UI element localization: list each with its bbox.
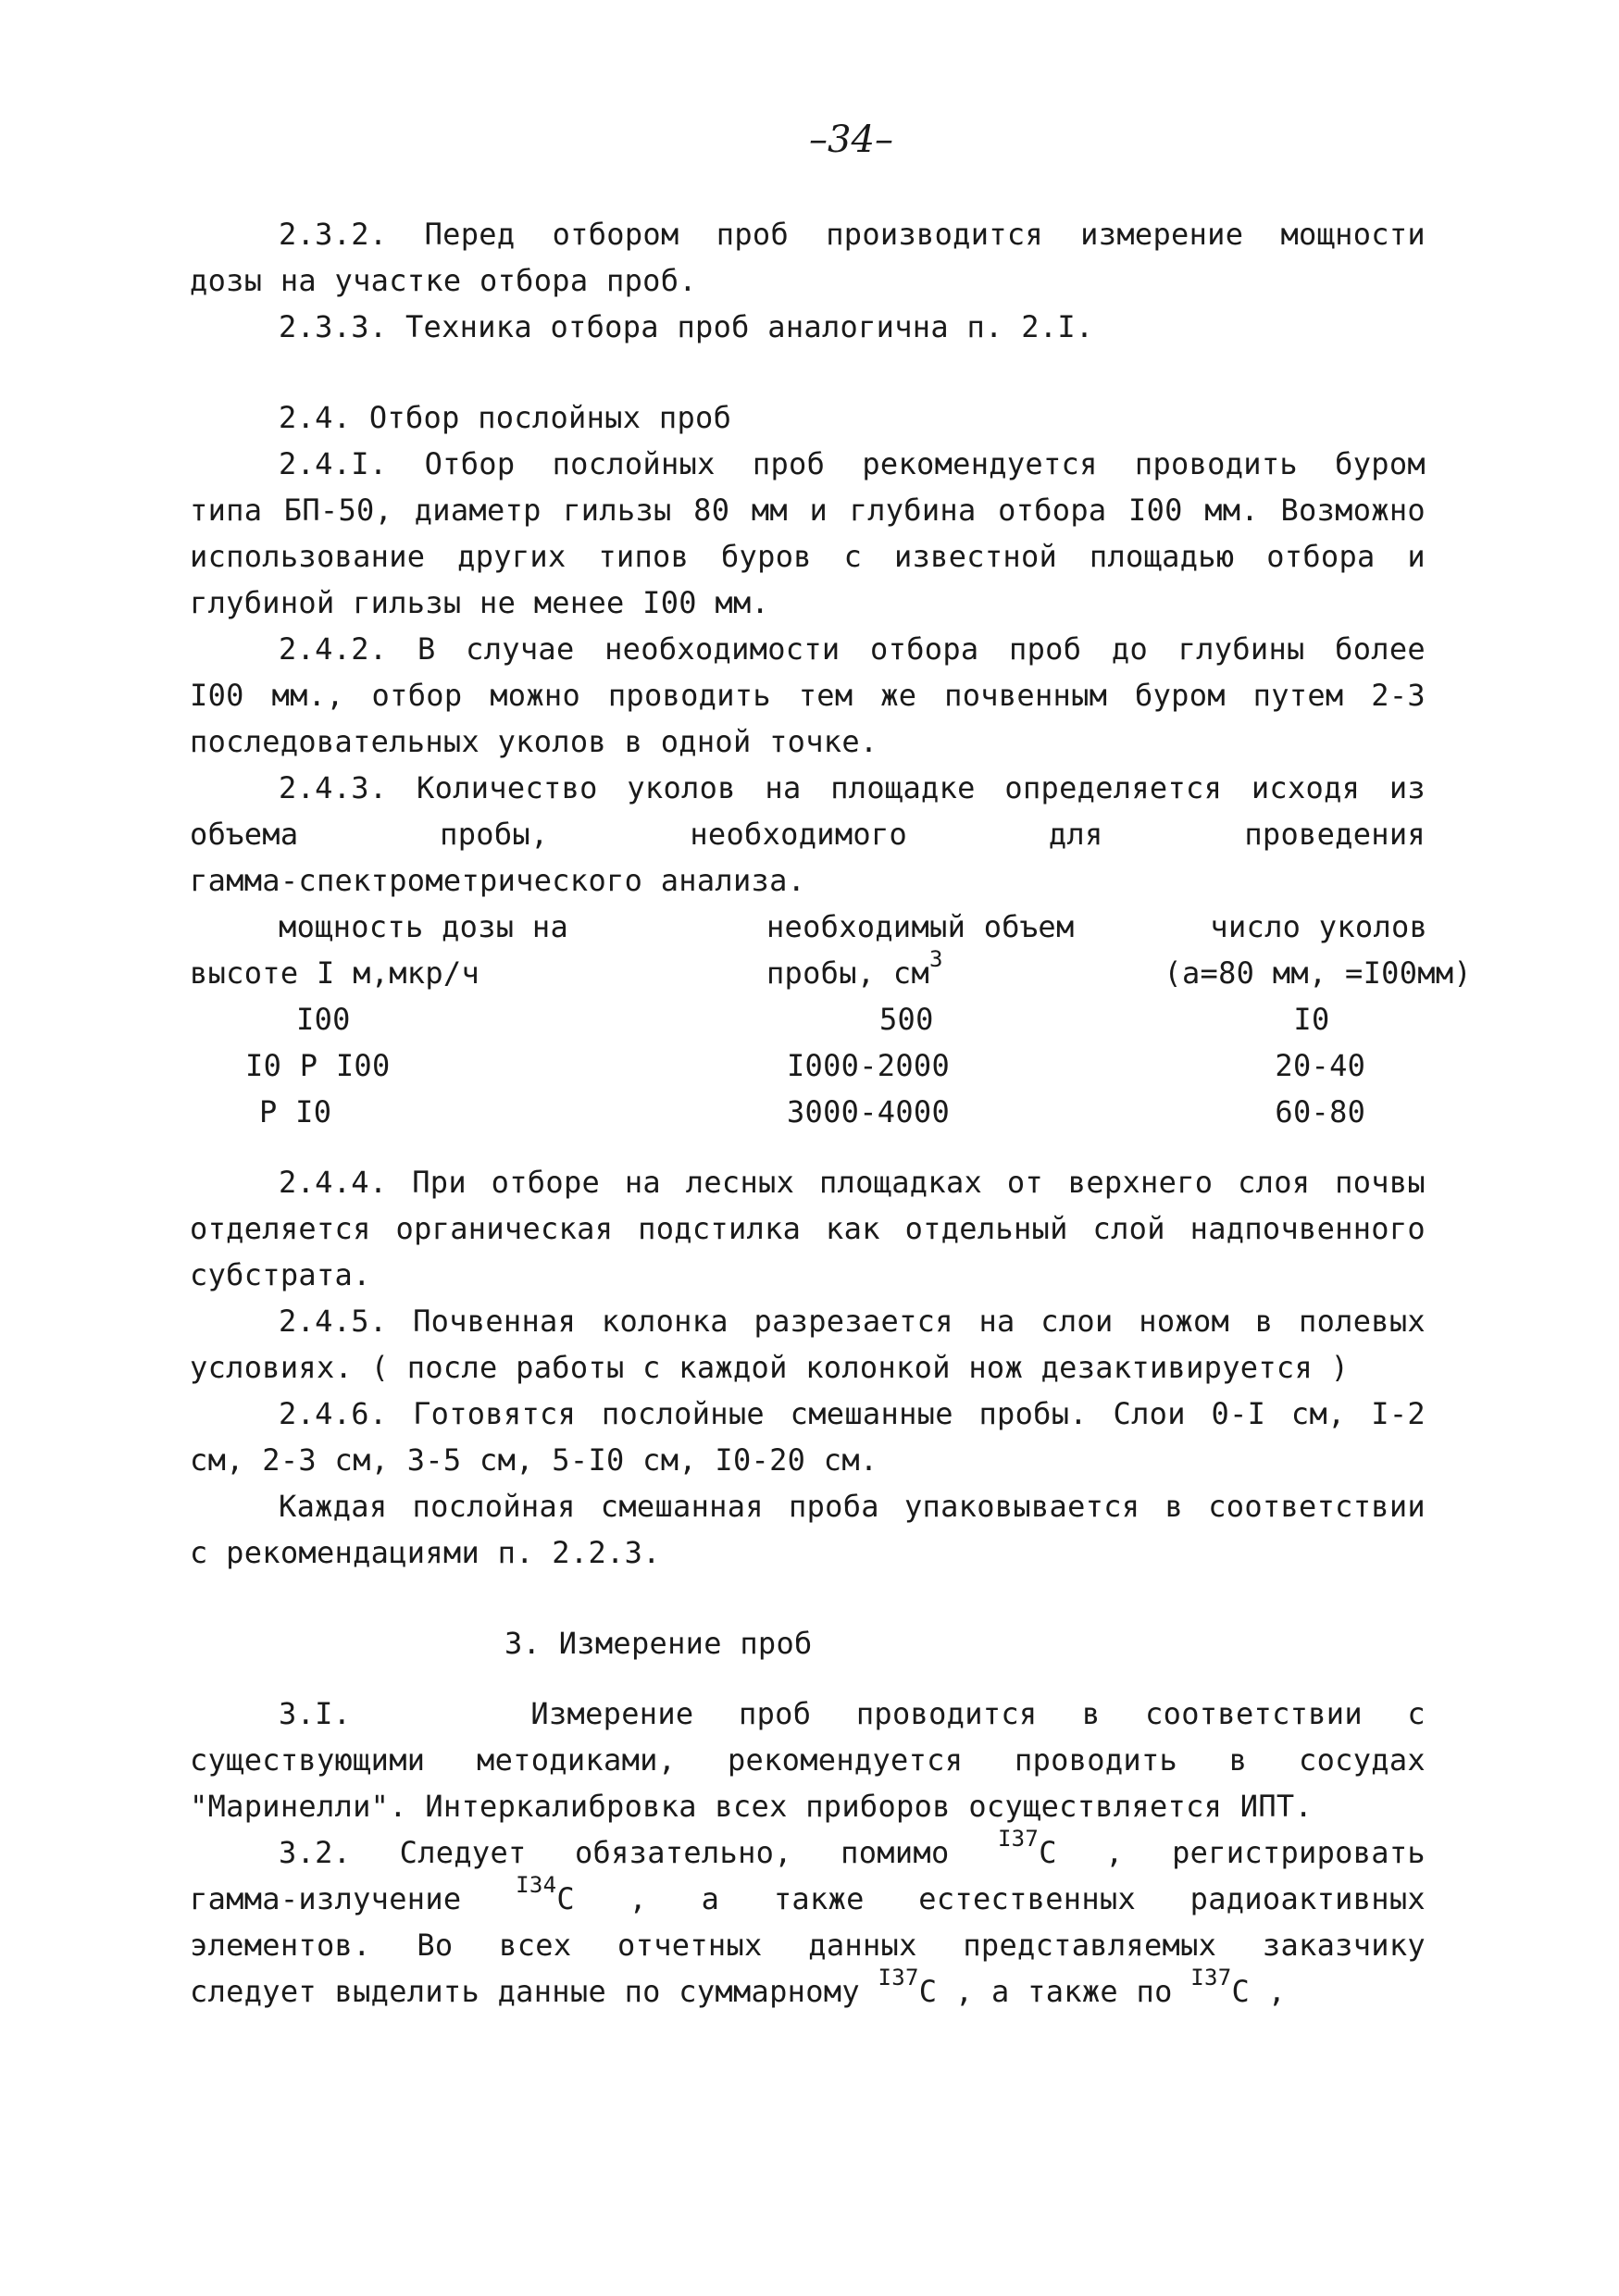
text-line: 3.I. Измерение проб проводится в соответствии с bbox=[279, 1696, 1426, 1731]
table-cell-dose: Р I0 bbox=[259, 1094, 332, 1129]
text-line: 2.4.2. В случае необходимости отбора проб до глубины более bbox=[279, 631, 1426, 667]
superscript: 3 bbox=[929, 946, 943, 973]
paragraph-2-4-1 bbox=[190, 441, 1426, 626]
table-cell-count: 20-40 bbox=[1275, 1048, 1366, 1083]
text-line: объема пробы, необходимого для проведения bbox=[190, 817, 1426, 852]
paragraph-3-1 bbox=[190, 1691, 1426, 1829]
table-header-cell: мощность дозы на bbox=[279, 909, 569, 944]
text-line: субстрата. bbox=[190, 1257, 371, 1292]
paragraph-2-4-6 bbox=[190, 1391, 1426, 1483]
paragraph-2-4-4 bbox=[190, 1159, 1426, 1298]
isotope-mass-number: I37 bbox=[1190, 1965, 1232, 1991]
text-line: дозы на участке отбора проб. bbox=[190, 263, 697, 298]
text-run: следует выделить данные по суммарному bbox=[190, 1974, 860, 2009]
text-line: использование других типов буров с известной площадью отбора и bbox=[190, 539, 1426, 574]
text-line: 2.4.4. При отборе на лесных площадках от верхнего слоя почвы bbox=[279, 1165, 1426, 1200]
section-heading-3: 3. Измерение проб bbox=[504, 1626, 813, 1661]
spacer bbox=[190, 1576, 1426, 1620]
text-line: отделяется органическая подстилка как отдельный слой надпочвенного bbox=[190, 1211, 1426, 1246]
sample-count-table bbox=[190, 904, 1472, 1135]
table-row bbox=[190, 1042, 1472, 1089]
page-number: –34– bbox=[809, 119, 893, 161]
table-header-cell: высоте I м,мкр/ч bbox=[190, 955, 480, 991]
table-header-row bbox=[190, 950, 1472, 996]
text-line: I00 мм., отбор можно проводить тем же почвенным буром путем 2-3 bbox=[190, 678, 1426, 713]
paragraph-2-4-5 bbox=[190, 1298, 1426, 1391]
section-heading-2-4: 2.4. Отбор послойных проб bbox=[279, 400, 732, 435]
text-line: 2.4.3. Количество уколов на площадке определяется исходя из bbox=[279, 770, 1426, 805]
table-cell-count: I0 bbox=[1293, 1002, 1330, 1037]
table-row bbox=[190, 996, 1472, 1042]
text-run: C , регистрировать bbox=[1039, 1835, 1426, 1870]
text-line bbox=[190, 1872, 1426, 1922]
text-line: существующими методиками, рекомендуется проводить в сосудах bbox=[190, 1742, 1426, 1778]
table-header-cell: необходимый объем bbox=[766, 909, 1075, 944]
table-header-row bbox=[190, 904, 1472, 950]
text-run: C , bbox=[1231, 1974, 1287, 2009]
spacer bbox=[190, 1135, 1426, 1159]
table-row bbox=[190, 1089, 1472, 1135]
text-line: последовательных уколов в одной точке. bbox=[190, 724, 878, 759]
text-line: 2.3.3. Техника отбора проб аналогична п. 2.I. bbox=[279, 309, 1094, 344]
text-line: гамма-спектрометрического анализа. bbox=[190, 863, 806, 898]
document-body bbox=[190, 211, 1472, 2015]
paragraph-2-4-2 bbox=[190, 626, 1426, 765]
table-header-cell: число уколов bbox=[1210, 909, 1428, 944]
text-line: 2.4.5. Почвенная колонка разрезается на слои ножом в полевых bbox=[279, 1304, 1426, 1339]
text-run: C , а также по bbox=[918, 1974, 1173, 2009]
text-line: Каждая послойная смешанная проба упаковывается в соответствии bbox=[279, 1489, 1426, 1524]
table-cell-volume: 3000-4000 bbox=[786, 1094, 951, 1129]
paragraph-2-3-2 bbox=[190, 211, 1426, 304]
isotope-mass-number: I37 bbox=[878, 1965, 919, 1991]
text-line: см, 2-3 см, 3-5 см, 5-I0 см, I0-20 см. bbox=[190, 1442, 878, 1478]
text-line: 2.4.I. Отбор послойных проб рекомендуется проводить буром bbox=[279, 446, 1426, 481]
text-line: элементов. Во всех отчетных данных представляемых заказчику bbox=[190, 1928, 1426, 1963]
paragraph-3-2 bbox=[190, 1826, 1426, 2015]
cell-text: 500 bbox=[878, 1002, 934, 1037]
text-line: с рекомендациями п. 2.2.3. bbox=[190, 1535, 661, 1570]
text-run: гамма-излучение bbox=[190, 1881, 462, 1916]
spacer bbox=[190, 350, 1426, 394]
paragraph-2-3-3 bbox=[190, 304, 1426, 350]
text-run: 3.2. Следует обязательно, помимо bbox=[279, 1835, 950, 1870]
spacer bbox=[190, 1666, 1426, 1691]
text-line: типа БП-50, диаметр гильзы 80 мм и глубина отбора I00 мм. Возможно bbox=[190, 493, 1426, 528]
text-line bbox=[190, 1965, 1426, 2015]
table-header-cell: (а=80 мм, =I00мм) bbox=[1164, 955, 1472, 991]
table-header-cell bbox=[766, 946, 1164, 996]
isotope-mass-number: I37 bbox=[997, 1826, 1040, 1853]
text-line bbox=[190, 1826, 1426, 1876]
text-line: 2.3.2. Перед отбором проб производится измерение мощности bbox=[279, 217, 1426, 252]
table-cell-volume: I000-2000 bbox=[786, 1048, 951, 1083]
paragraph-2-4-3 bbox=[190, 765, 1426, 904]
table-cell-count: 60-80 bbox=[1275, 1094, 1366, 1129]
text-line: глубиной гильзы не менее I00 мм. bbox=[190, 585, 770, 620]
isotope-mass-number: I34 bbox=[516, 1872, 557, 1899]
table-cell-volume bbox=[766, 996, 1164, 1042]
text-line: 2.4.6. Готовятся послойные смешанные пробы. Слои 0-I см, I-2 bbox=[279, 1396, 1426, 1431]
paragraph-packaging bbox=[190, 1483, 1426, 1576]
text-line: условиях. ( после работы с каждой колонкой нож дезактивируется ) bbox=[190, 1350, 1350, 1385]
table-cell-dose: I0 Р I00 bbox=[245, 1048, 391, 1083]
text-line: "Маринелли". Интеркалибровка всех приборов осуществляется ИПТ. bbox=[190, 1789, 1314, 1824]
table-header-text: пробы, см bbox=[766, 955, 930, 991]
text-run: C , а также естественных радиоактивных bbox=[556, 1881, 1426, 1916]
table-cell-dose: I00 bbox=[296, 1002, 351, 1037]
